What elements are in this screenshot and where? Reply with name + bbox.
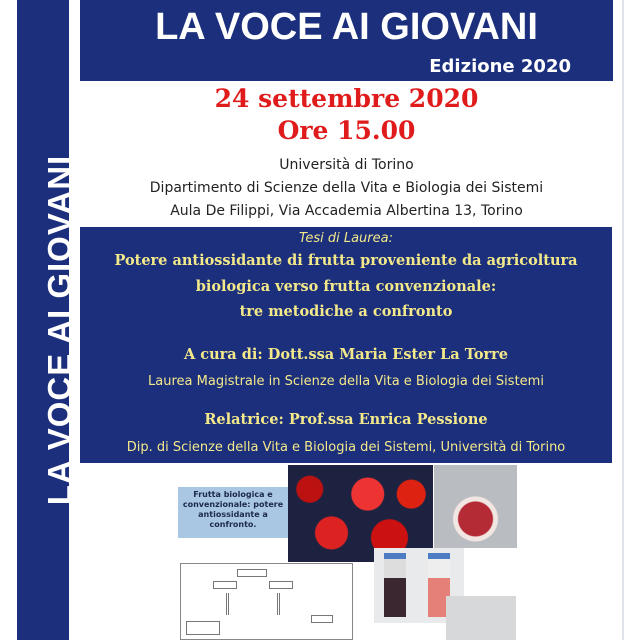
flow-arrow bbox=[277, 593, 280, 615]
flow-box bbox=[269, 581, 293, 589]
thesis-label: Tesi di Laurea: bbox=[299, 231, 393, 246]
page-border bbox=[622, 0, 624, 640]
flowchart-diagram bbox=[180, 563, 353, 640]
header-banner bbox=[80, 0, 613, 81]
edition-label: Edizione 2020 bbox=[429, 56, 571, 77]
side-title: LA VOCE AI GIOVANI bbox=[41, 154, 78, 506]
event-date: 24 settembre 2020 bbox=[214, 84, 479, 113]
supervisor: Relatrice: Prof.ssa Enrica Pessione bbox=[204, 411, 488, 428]
supervisor-dept: Dip. di Scienze della Vita e Biologia dei Sistemi, Università di Torino bbox=[126, 440, 566, 455]
flow-box bbox=[186, 621, 220, 635]
beaker-photo bbox=[446, 596, 516, 640]
address: Aula De Filippi, Via Accademia Albertina 13, Torino bbox=[170, 203, 523, 219]
author: A cura di: Dott.ssa Maria Ester La Torre bbox=[183, 346, 509, 363]
thesis-title-2: biologica verso frutta convenzionale: bbox=[195, 278, 497, 295]
dark-tube bbox=[384, 553, 406, 617]
university: Università di Torino bbox=[279, 157, 414, 173]
thesis-box bbox=[80, 227, 612, 463]
flow-box bbox=[213, 581, 237, 589]
department: Dipartimento di Scienze della Vita e Biologia dei Sistemi bbox=[149, 180, 544, 196]
author-degree: Laurea Magistrale in Scienze della Vita e Biologia dei Sistemi bbox=[148, 374, 544, 389]
flow-arrow bbox=[226, 593, 229, 615]
flow-box bbox=[311, 615, 333, 623]
poster-title: LA VOCE AI GIOVANI bbox=[155, 6, 538, 48]
image-caption: Frutta biologica e convenzionale: potere antiossidante a confronto. bbox=[178, 487, 288, 538]
flow-box bbox=[237, 569, 267, 577]
side-banner bbox=[17, 0, 78, 640]
thesis-title-3: tre metodiche a confronto bbox=[239, 303, 453, 320]
thesis-title-1: Potere antiossidante di frutta proveniente da agricoltura bbox=[114, 252, 578, 269]
event-time: Ore 15.00 bbox=[277, 116, 416, 145]
lab-photo bbox=[434, 465, 517, 548]
